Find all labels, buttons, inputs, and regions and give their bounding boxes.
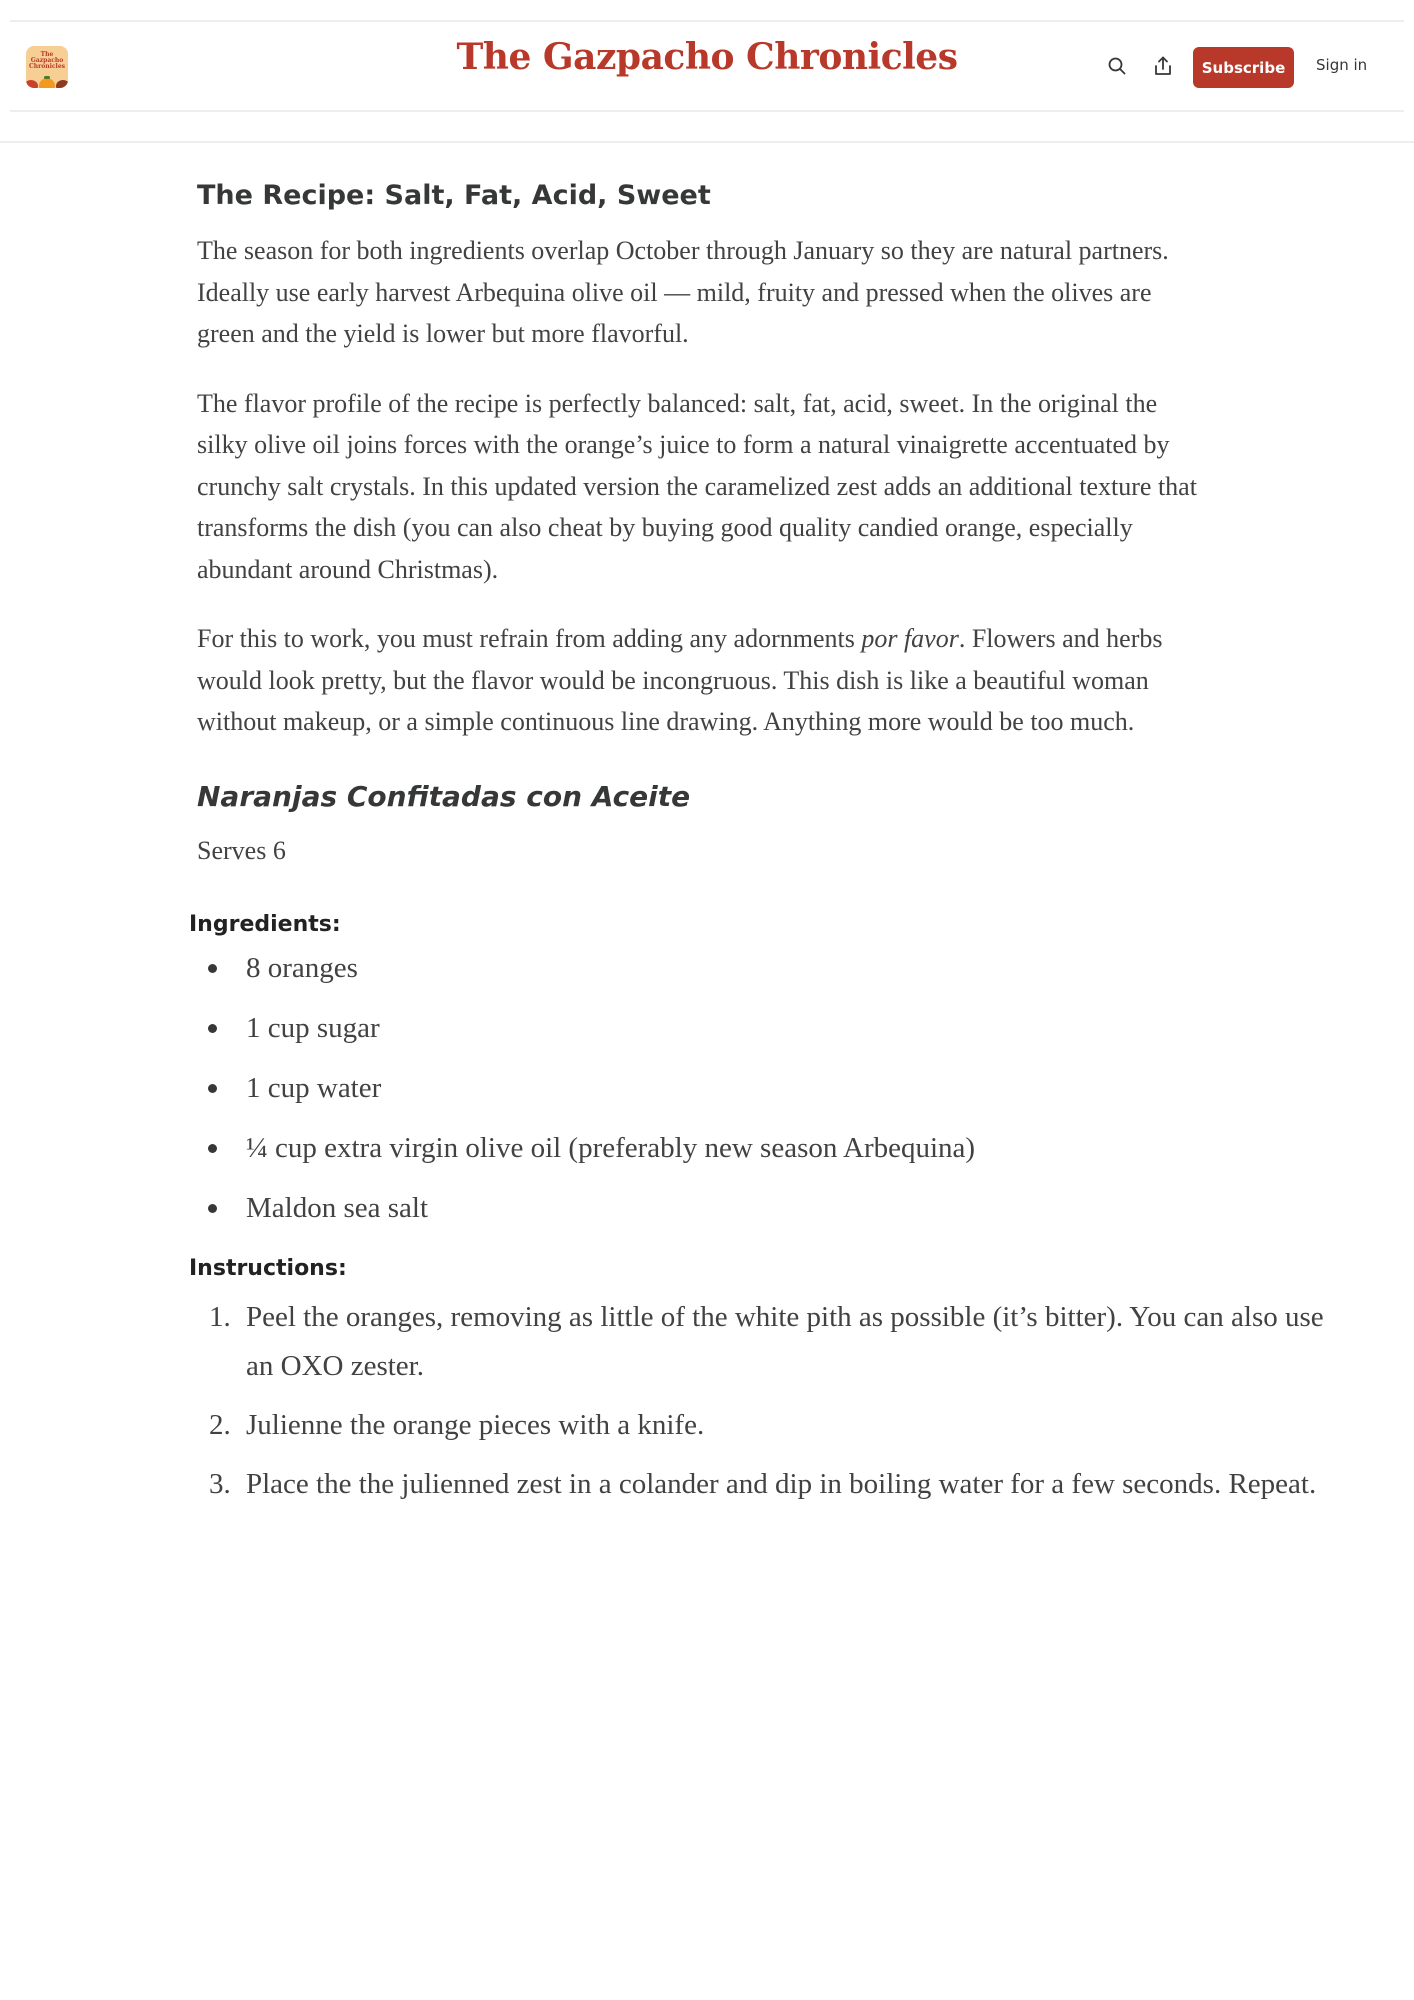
section-heading: The Recipe: Salt, Fat, Acid, Sweet bbox=[197, 180, 711, 211]
sign-in-link[interactable]: Sign in bbox=[1316, 56, 1368, 74]
ingredient-text: ¼ cup extra virgin olive oil (preferably new season Arbequina) bbox=[246, 1131, 976, 1164]
bullet-icon bbox=[208, 964, 217, 973]
publication-title[interactable]: The Gazpacho Chronicles bbox=[456, 36, 958, 78]
paragraph: The flavor profile of the recipe is perfectly balanced: salt, fat, acid, sweet. In the original the silky olive oil joins forces with the orange’s juice to form a natural vinaigrette accentuated by crunchy salt crystals. In this updated version the caramelized zest adds an additional texture that transforms the dish (you can also cheat by buying good quality candied orange, especially abundant around Christmas). bbox=[197, 388, 1197, 584]
emphasis-text: por favor bbox=[861, 624, 959, 653]
instructions-list bbox=[197, 1293, 1324, 1509]
ingredients-list bbox=[197, 949, 1227, 1227]
share-button[interactable] bbox=[1148, 51, 1178, 81]
tomato-icon bbox=[56, 80, 68, 88]
bullet-icon bbox=[208, 1144, 217, 1153]
recipe-title: Naranjas Confitadas con Aceite bbox=[197, 779, 691, 813]
ingredient-item bbox=[246, 1129, 1227, 1167]
ingredient-text: 8 oranges bbox=[246, 951, 358, 984]
logo-text-line: The bbox=[40, 51, 54, 58]
orange-tomato-icon bbox=[39, 78, 55, 88]
article-body bbox=[189, 172, 1324, 1519]
instruction-step bbox=[209, 1401, 1336, 1450]
bullet-icon bbox=[208, 1204, 217, 1213]
step-text: Place the the julienned zest in a colander and dip in boiling water for a few seconds. Repeat. bbox=[246, 1467, 1317, 1500]
step-text: Julienne the orange pieces with a knife. bbox=[246, 1408, 705, 1441]
ingredient-item bbox=[246, 1189, 1227, 1227]
logo-text-line: Chronicles bbox=[28, 63, 66, 70]
paragraph-text: . Flowers and herbs would look pretty, but the flavor would be incongruous. This dish is like a beautiful woman without makeup, or a simple continuous line drawing. Anything more would be too much. bbox=[197, 624, 1163, 736]
bullet-icon bbox=[208, 1084, 217, 1093]
paragraph bbox=[197, 618, 1207, 743]
ingredient-text: 1 cup water bbox=[246, 1071, 382, 1104]
ingredient-text: 1 cup sugar bbox=[246, 1011, 380, 1044]
step-number: 1. bbox=[209, 1300, 231, 1333]
ingredient-item bbox=[246, 1069, 1227, 1107]
ingredient-text: Maldon sea salt bbox=[246, 1191, 429, 1224]
ingredients-heading: Ingredients: bbox=[189, 911, 341, 937]
tomato-icon bbox=[26, 80, 38, 88]
step-number: 2. bbox=[209, 1408, 231, 1441]
search-icon bbox=[1107, 56, 1127, 76]
share-icon bbox=[1153, 55, 1173, 77]
instruction-step bbox=[209, 1460, 1336, 1509]
search-button[interactable] bbox=[1102, 51, 1132, 81]
ingredient-item bbox=[246, 1009, 1227, 1047]
serves-count: Serves 6 bbox=[197, 835, 286, 865]
step-number: 3. bbox=[209, 1467, 231, 1500]
bullet-icon bbox=[208, 1024, 217, 1033]
header-divider bbox=[0, 141, 1414, 143]
site-header bbox=[10, 20, 1404, 112]
step-text: Peel the oranges, removing as little of the white pith as possible (it’s bitter). You can also use an OXO zester. bbox=[246, 1300, 1324, 1382]
paragraph-text: For this to work, you must refrain from adding any adornments bbox=[197, 624, 862, 653]
ingredient-item bbox=[246, 949, 1227, 987]
logo-text-line: Gazpacho bbox=[30, 57, 64, 64]
instruction-step bbox=[209, 1293, 1336, 1391]
subscribe-button[interactable]: Subscribe bbox=[1193, 47, 1294, 88]
instructions-heading: Instructions: bbox=[189, 1255, 347, 1281]
paragraph: The season for both ingredients overlap October through January so they are natural partners. Ideally use early harvest Arbequina olive oil — mild, fruity and pressed when the olives are green and the yield is lower but more flavorful. bbox=[197, 236, 1169, 348]
